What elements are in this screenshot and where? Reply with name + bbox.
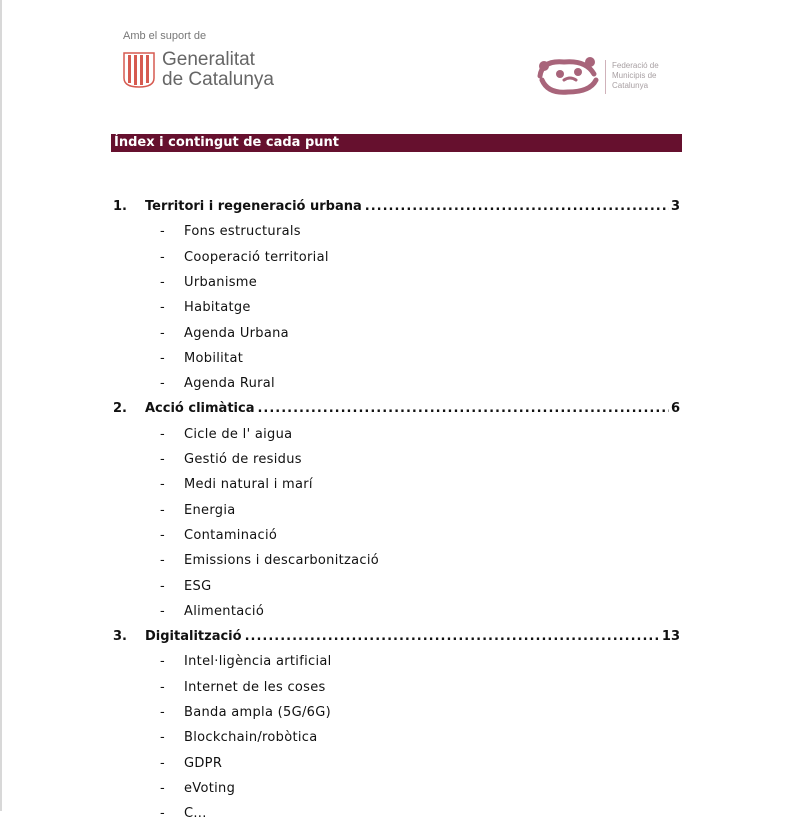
toc-heading-1[interactable]	[113, 198, 680, 216]
toc-heading-row	[145, 198, 680, 216]
list-dash: -	[160, 755, 165, 771]
list-dash: -	[160, 452, 165, 467]
toc-heading-title: Digitalització	[145, 629, 242, 645]
support-text: Amb el suport de	[123, 30, 207, 42]
toc-heading-title: Acció climàtica	[145, 401, 255, 417]
toc-item-label: Mobilitat	[184, 350, 244, 366]
toc-item-label: Banda ampla (5G/6G)	[184, 705, 331, 720]
fmc-logo-icon	[534, 52, 602, 96]
toc-item-label: Fons estructurals	[184, 224, 301, 240]
toc-heading-title: Territori i regeneració urbana	[145, 199, 362, 214]
toc-item-label: Habitatge	[184, 300, 251, 316]
toc-item-label: Medi natural i marí	[184, 477, 313, 493]
toc-item-label: Cicle de l' aigua	[184, 426, 293, 442]
toc-leader-dots	[245, 628, 660, 646]
list-dash: -	[160, 527, 165, 543]
toc-leader-dots	[257, 400, 668, 418]
fmc-line-3: Catalunya	[612, 81, 649, 90]
toc-heading-number: 3.	[113, 629, 127, 645]
list-dash: -	[160, 249, 165, 265]
toc-heading-number: 2.	[113, 401, 127, 417]
toc-page-number: 3	[670, 199, 680, 214]
toc-heading-number: 1.	[113, 199, 127, 214]
generalitat-logo-icon	[123, 52, 155, 88]
toc-item-label: Cooperació territorial	[184, 249, 329, 265]
list-dash: -	[160, 477, 165, 493]
toc-item-label: eVoting	[184, 780, 236, 796]
list-dash: -	[160, 553, 165, 569]
list-dash: -	[160, 578, 165, 594]
toc-page-number: 6	[670, 401, 680, 417]
toc-item-label: Blockchain/robòtica	[184, 730, 318, 746]
list-dash: -	[160, 502, 165, 518]
list-dash: -	[160, 806, 165, 822]
toc-heading-row	[145, 628, 680, 646]
list-dash: -	[160, 780, 165, 796]
toc-leader-dots	[365, 198, 669, 216]
index-title: Índex i contingut de cada punt	[114, 135, 339, 150]
fmc-line-2: Municipis de	[612, 71, 657, 80]
list-dash: -	[160, 325, 165, 341]
list-dash: -	[160, 224, 165, 240]
page-edge	[0, 0, 2, 811]
fmc-divider	[605, 60, 606, 94]
generalitat-logotype	[162, 50, 274, 90]
index-banner	[111, 134, 682, 152]
list-dash: -	[160, 300, 165, 316]
list-dash: -	[160, 274, 165, 290]
list-dash: -	[160, 603, 165, 619]
list-dash: -	[160, 679, 165, 695]
toc-item-label: C...	[184, 806, 207, 822]
toc-item-label: Internet de les coses	[184, 679, 326, 695]
list-dash: -	[160, 426, 165, 442]
fmc-logotype	[612, 61, 659, 91]
toc-heading-2[interactable]	[113, 400, 680, 418]
toc-heading-3[interactable]	[113, 628, 680, 646]
toc-page-number: 13	[661, 629, 680, 645]
toc-heading-row	[145, 400, 680, 418]
toc-item-label: Agenda Urbana	[184, 325, 289, 341]
toc-item-label: Energia	[184, 502, 236, 518]
toc-item-label: GDPR	[184, 755, 223, 771]
list-dash: -	[160, 730, 165, 746]
toc-item-label: Intel·ligència artificial	[184, 654, 332, 670]
toc-item-label: Agenda Rural	[184, 376, 275, 392]
generalitat-line-1: Generalitat	[162, 49, 255, 70]
toc-item-label: Contaminació	[184, 527, 278, 543]
generalitat-line-2: de Catalunya	[162, 69, 274, 90]
toc-item-label: Alimentació	[184, 603, 265, 619]
toc-item-label: ESG	[184, 578, 212, 594]
list-dash: -	[160, 705, 165, 720]
list-dash: -	[160, 654, 165, 670]
list-dash: -	[160, 376, 165, 392]
fmc-line-1: Federació de	[612, 61, 659, 70]
list-dash: -	[160, 350, 165, 366]
toc-item-label: Emissions i descarbonització	[184, 553, 380, 569]
toc-item-label: Urbanisme	[184, 274, 258, 290]
toc-item-label: Gestió de residus	[184, 452, 302, 467]
